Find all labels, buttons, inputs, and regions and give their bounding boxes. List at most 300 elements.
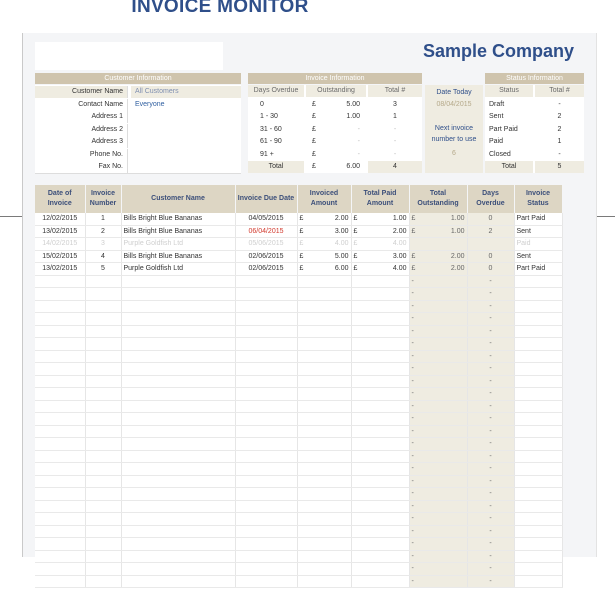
outstanding-amount: -	[409, 413, 467, 426]
invoice-info-count: 1	[393, 113, 397, 120]
empty-cell	[235, 463, 297, 476]
invoice-info-currency: £	[312, 125, 316, 133]
customer-field-value: Everyone	[135, 100, 165, 108]
empty-cell	[235, 363, 297, 376]
empty-cell	[35, 338, 85, 351]
empty-cell	[514, 288, 562, 301]
status-info-column-header: Status	[485, 85, 533, 97]
empty-cell	[297, 475, 351, 488]
paid-amount	[351, 250, 409, 263]
invoice-info-currency: £	[312, 150, 316, 158]
empty-cell	[235, 513, 297, 526]
empty-cell	[121, 575, 235, 588]
days-overdue: -	[467, 425, 514, 438]
invoice-info-outstanding: -	[357, 125, 360, 133]
outstanding-amount: -	[409, 450, 467, 463]
empty-cell	[351, 413, 409, 426]
days-overdue: -	[467, 475, 514, 488]
status-info-count: -	[558, 100, 561, 108]
empty-cell	[351, 338, 409, 351]
empty-table-row	[35, 475, 562, 488]
empty-cell	[85, 350, 121, 363]
empty-cell	[297, 450, 351, 463]
empty-cell	[85, 338, 121, 351]
empty-cell	[85, 488, 121, 501]
days-overdue: -	[467, 525, 514, 538]
outstanding-amount: -	[409, 525, 467, 538]
days-overdue: -	[467, 350, 514, 363]
status-info-column-header: Total #	[535, 85, 584, 97]
empty-cell	[235, 563, 297, 576]
invoice-info-days: 1 - 30	[260, 113, 278, 120]
currency-symbol: £	[353, 240, 358, 248]
next-invoice-label-1: Next invoice	[434, 125, 474, 132]
days-overdue: -	[467, 300, 514, 313]
due-date: 06/04/2015	[235, 225, 297, 238]
empty-cell	[235, 275, 297, 288]
outstanding-amount: -	[409, 325, 467, 338]
customer-field-value	[131, 111, 241, 123]
currency-symbol: £	[299, 265, 304, 273]
invoiced-amount	[297, 250, 351, 263]
column-header: Invoice Due Date	[235, 185, 297, 213]
outstanding-amount: -	[409, 363, 467, 376]
column-header: Invoice Number	[85, 185, 121, 213]
empty-cell	[235, 438, 297, 451]
empty-cell	[514, 375, 562, 388]
empty-cell	[235, 350, 297, 363]
empty-cell	[351, 313, 409, 326]
empty-cell	[297, 363, 351, 376]
empty-cell	[297, 513, 351, 526]
empty-cell	[35, 475, 85, 488]
empty-cell	[121, 550, 235, 563]
outstanding-amount: -	[409, 475, 467, 488]
empty-cell	[85, 525, 121, 538]
amount-value: 4.00	[334, 240, 349, 248]
date-today-label: Date Today	[436, 89, 472, 96]
empty-cell	[297, 350, 351, 363]
empty-cell	[235, 488, 297, 501]
customer-field-label: Address 1	[35, 111, 128, 123]
empty-cell	[35, 413, 85, 426]
customer-field-value	[131, 136, 241, 148]
customer-field-label: Address 2	[35, 124, 128, 136]
empty-cell	[514, 400, 562, 413]
days-overdue: -	[467, 325, 514, 338]
days-overdue: -	[467, 563, 514, 576]
empty-cell	[514, 575, 562, 588]
empty-cell	[85, 463, 121, 476]
empty-cell	[297, 563, 351, 576]
empty-table-row	[35, 325, 562, 338]
empty-table-row	[35, 500, 562, 513]
empty-cell	[514, 563, 562, 576]
empty-cell	[235, 413, 297, 426]
days-overdue: -	[467, 375, 514, 388]
paid-amount	[351, 225, 409, 238]
empty-cell	[297, 525, 351, 538]
table-row	[35, 225, 562, 238]
empty-cell	[514, 538, 562, 551]
empty-table-row	[35, 563, 562, 576]
empty-cell	[351, 438, 409, 451]
empty-cell	[514, 450, 562, 463]
due-date: 05/06/2015	[235, 238, 297, 251]
outstanding-amount	[409, 250, 467, 263]
empty-cell	[85, 450, 121, 463]
outstanding-amount: -	[409, 563, 467, 576]
days-overdue	[467, 238, 514, 251]
empty-cell	[235, 375, 297, 388]
empty-cell	[514, 300, 562, 313]
customer-field-value	[131, 124, 241, 136]
empty-cell	[235, 475, 297, 488]
customer-name: Purple Goldfish Ltd	[121, 238, 235, 251]
outstanding-amount	[409, 213, 467, 225]
customer-field-label: Address 3	[35, 136, 128, 148]
days-overdue: -	[467, 313, 514, 326]
next-invoice-label-2: number to use	[431, 136, 477, 143]
invoice-status: Paid	[514, 238, 562, 251]
currency-symbol: £	[353, 215, 358, 223]
invoice-status: Sent	[514, 250, 562, 263]
empty-cell	[351, 300, 409, 313]
empty-cell	[85, 363, 121, 376]
empty-cell	[514, 338, 562, 351]
invoiced-amount	[297, 263, 351, 276]
empty-cell	[235, 538, 297, 551]
empty-cell	[297, 400, 351, 413]
empty-cell	[297, 300, 351, 313]
empty-table-row	[35, 313, 562, 326]
invoice-info-days: 61 - 90	[260, 138, 282, 145]
empty-cell	[351, 388, 409, 401]
empty-cell	[121, 388, 235, 401]
outstanding-amount: -	[409, 300, 467, 313]
empty-cell	[85, 313, 121, 326]
empty-table-row	[35, 575, 562, 588]
customer-name: Bills Bright Blue Bananas	[121, 225, 235, 238]
invoice-date: 12/02/2015	[35, 213, 85, 225]
currency-symbol: £	[411, 215, 416, 223]
amount-value: 2.00	[392, 227, 407, 235]
days-overdue: -	[467, 500, 514, 513]
empty-cell	[35, 513, 85, 526]
empty-cell	[514, 475, 562, 488]
empty-table-row	[35, 550, 562, 563]
empty-cell	[35, 538, 85, 551]
page-title: INVOICE MONITOR	[117, 0, 323, 23]
currency-symbol: £	[411, 265, 416, 273]
invoice-info-column-header: Days Overdue	[248, 85, 304, 97]
invoice-info-currency: £	[312, 113, 316, 120]
empty-cell	[351, 475, 409, 488]
customer-name: Bills Bright Blue Bananas	[121, 250, 235, 263]
logo-placeholder	[35, 42, 223, 70]
empty-cell	[351, 538, 409, 551]
days-overdue: -	[467, 488, 514, 501]
days-overdue: -	[467, 450, 514, 463]
empty-cell	[85, 550, 121, 563]
empty-cell	[85, 500, 121, 513]
empty-cell	[514, 513, 562, 526]
status-info-status: Part Paid	[489, 125, 518, 133]
invoice-info-column-header: Total #	[368, 85, 422, 97]
days-overdue: -	[467, 513, 514, 526]
date-today-value: 08/04/2015	[436, 101, 472, 108]
empty-cell	[121, 425, 235, 438]
outstanding-amount: -	[409, 500, 467, 513]
empty-cell	[235, 425, 297, 438]
empty-table-row	[35, 463, 562, 476]
column-header: Total Paid Amount	[351, 185, 409, 213]
empty-cell	[35, 300, 85, 313]
outstanding-amount	[409, 225, 467, 238]
status-info-status: Sent	[489, 113, 504, 120]
invoice-table	[35, 185, 563, 588]
invoice-info-total-currency: £	[312, 163, 316, 170]
empty-table-row	[35, 363, 562, 376]
invoiced-amount	[297, 225, 351, 238]
paid-amount	[351, 263, 409, 276]
empty-cell	[297, 375, 351, 388]
invoice-info-count: 3	[393, 100, 397, 108]
empty-cell	[121, 338, 235, 351]
amount-value: 1.00	[392, 215, 407, 223]
empty-cell	[85, 300, 121, 313]
amount-value: 3.00	[334, 227, 349, 235]
due-date: 02/06/2015	[235, 250, 297, 263]
empty-cell	[235, 313, 297, 326]
outstanding-amount: -	[409, 288, 467, 301]
empty-table-row	[35, 338, 562, 351]
empty-cell	[35, 425, 85, 438]
outstanding-amount	[409, 238, 467, 251]
column-header: Date of Invoice	[35, 185, 85, 213]
invoice-date: 15/02/2015	[35, 250, 85, 263]
currency-symbol: £	[353, 227, 358, 235]
empty-cell	[35, 275, 85, 288]
empty-table-row	[35, 388, 562, 401]
empty-table-row	[35, 300, 562, 313]
days-overdue: -	[467, 400, 514, 413]
days-overdue: -	[467, 388, 514, 401]
currency-symbol: £	[353, 265, 358, 273]
empty-table-row	[35, 525, 562, 538]
empty-cell	[35, 288, 85, 301]
invoice-info-days: 31 - 60	[260, 125, 282, 133]
outstanding-amount	[409, 263, 467, 276]
invoice-info-header: Invoice Information	[248, 73, 422, 84]
empty-cell	[35, 438, 85, 451]
days-overdue: -	[467, 275, 514, 288]
empty-cell	[351, 500, 409, 513]
invoice-info-outstanding: -	[357, 150, 360, 158]
empty-cell	[351, 425, 409, 438]
empty-cell	[121, 500, 235, 513]
empty-cell	[85, 288, 121, 301]
amount-value: 4.00	[392, 240, 407, 248]
amount-value: 1.00	[450, 227, 465, 235]
status-info-total-count: 5	[535, 161, 584, 173]
customer-field-label: Contact Name	[35, 99, 128, 111]
empty-cell	[297, 463, 351, 476]
due-date: 04/05/2015	[235, 213, 297, 225]
outstanding-amount: -	[409, 538, 467, 551]
column-header: Days Overdue	[467, 185, 514, 213]
status-info-count: 1	[557, 138, 562, 145]
empty-cell	[121, 538, 235, 551]
empty-cell	[121, 463, 235, 476]
invoiced-amount	[297, 238, 351, 251]
amount-value: 6.00	[334, 265, 349, 273]
outstanding-amount: -	[409, 313, 467, 326]
empty-cell	[35, 350, 85, 363]
invoice-date: 13/02/2015	[35, 263, 85, 276]
status-info-total-label: Total	[485, 161, 533, 173]
empty-cell	[514, 488, 562, 501]
empty-cell	[85, 388, 121, 401]
days-overdue: -	[467, 538, 514, 551]
empty-cell	[297, 438, 351, 451]
empty-cell	[351, 563, 409, 576]
currency-symbol: £	[299, 240, 304, 248]
currency-symbol: £	[353, 252, 358, 260]
empty-cell	[235, 388, 297, 401]
empty-cell	[121, 413, 235, 426]
empty-cell	[85, 375, 121, 388]
empty-cell	[514, 275, 562, 288]
table-row	[35, 263, 562, 276]
empty-cell	[121, 450, 235, 463]
table-row	[35, 250, 562, 263]
invoice-number: 4	[85, 250, 121, 263]
empty-cell	[35, 400, 85, 413]
due-date: 02/06/2015	[235, 263, 297, 276]
empty-table-row	[35, 413, 562, 426]
empty-cell	[297, 538, 351, 551]
invoice-date: 14/02/2015	[35, 238, 85, 251]
invoice-info-column-header: Outstanding	[306, 85, 366, 97]
empty-cell	[514, 463, 562, 476]
empty-cell	[235, 550, 297, 563]
customer-name: Bills Bright Blue Bananas	[121, 213, 235, 225]
empty-cell	[351, 363, 409, 376]
outstanding-amount: -	[409, 338, 467, 351]
empty-cell	[85, 400, 121, 413]
empty-table-row	[35, 350, 562, 363]
invoice-number: 5	[85, 263, 121, 276]
days-overdue: 0	[467, 263, 514, 276]
empty-cell	[121, 400, 235, 413]
empty-cell	[235, 288, 297, 301]
invoice-number: 3	[85, 238, 121, 251]
empty-cell	[121, 350, 235, 363]
company-name: Sample Company	[423, 41, 575, 61]
empty-cell	[35, 500, 85, 513]
days-overdue: -	[467, 575, 514, 588]
invoice-info-days: 91 +	[260, 150, 274, 158]
empty-cell	[85, 563, 121, 576]
paid-amount	[351, 213, 409, 225]
empty-table-row	[35, 375, 562, 388]
empty-table-row	[35, 425, 562, 438]
invoice-status: Part Paid	[514, 213, 562, 225]
empty-cell	[297, 313, 351, 326]
empty-cell	[121, 363, 235, 376]
empty-cell	[121, 313, 235, 326]
outstanding-amount: -	[409, 400, 467, 413]
outstanding-amount: -	[409, 388, 467, 401]
table-row	[35, 213, 562, 225]
empty-cell	[297, 575, 351, 588]
invoice-info-total-count: 4	[368, 161, 422, 173]
days-overdue: -	[467, 413, 514, 426]
empty-cell	[121, 288, 235, 301]
outstanding-amount: -	[409, 275, 467, 288]
invoice-info-outstanding: 5.00	[346, 100, 360, 108]
invoice-info-currency: £	[312, 100, 316, 108]
empty-cell	[35, 325, 85, 338]
empty-cell	[35, 488, 85, 501]
customer-field-value	[131, 149, 241, 161]
days-overdue: 2	[467, 225, 514, 238]
empty-cell	[121, 275, 235, 288]
invoice-info-count: -	[393, 150, 397, 158]
status-info-count: -	[558, 150, 561, 158]
empty-cell	[35, 463, 85, 476]
empty-cell	[351, 325, 409, 338]
invoice-info-days: 0	[260, 100, 264, 108]
paid-amount	[351, 238, 409, 251]
customer-field-label: Fax No.	[35, 161, 128, 173]
empty-cell	[121, 525, 235, 538]
empty-cell	[297, 325, 351, 338]
empty-cell	[235, 338, 297, 351]
empty-cell	[35, 563, 85, 576]
empty-table-row	[35, 275, 562, 288]
empty-cell	[121, 488, 235, 501]
date-panel	[425, 85, 483, 173]
empty-cell	[235, 300, 297, 313]
outstanding-amount: -	[409, 463, 467, 476]
empty-cell	[351, 288, 409, 301]
empty-cell	[297, 388, 351, 401]
amount-value: 4.00	[392, 265, 407, 273]
empty-cell	[351, 550, 409, 563]
amount-value: 2.00	[450, 265, 465, 273]
empty-cell	[514, 438, 562, 451]
empty-cell	[35, 450, 85, 463]
empty-cell	[121, 300, 235, 313]
status-info-status: Paid	[489, 138, 504, 145]
invoice-info-count: -	[393, 125, 397, 133]
customer-field-label: Phone No.	[35, 149, 128, 161]
empty-cell	[235, 400, 297, 413]
empty-cell	[235, 450, 297, 463]
empty-table-row	[35, 538, 562, 551]
customer-field-value	[131, 161, 241, 173]
amount-value: 2.00	[450, 252, 465, 260]
empty-cell	[35, 375, 85, 388]
empty-cell	[35, 575, 85, 588]
empty-cell	[235, 325, 297, 338]
days-overdue: -	[467, 550, 514, 563]
currency-symbol: £	[299, 227, 304, 235]
column-header: Invoice Status	[514, 185, 562, 213]
outstanding-amount: -	[409, 438, 467, 451]
